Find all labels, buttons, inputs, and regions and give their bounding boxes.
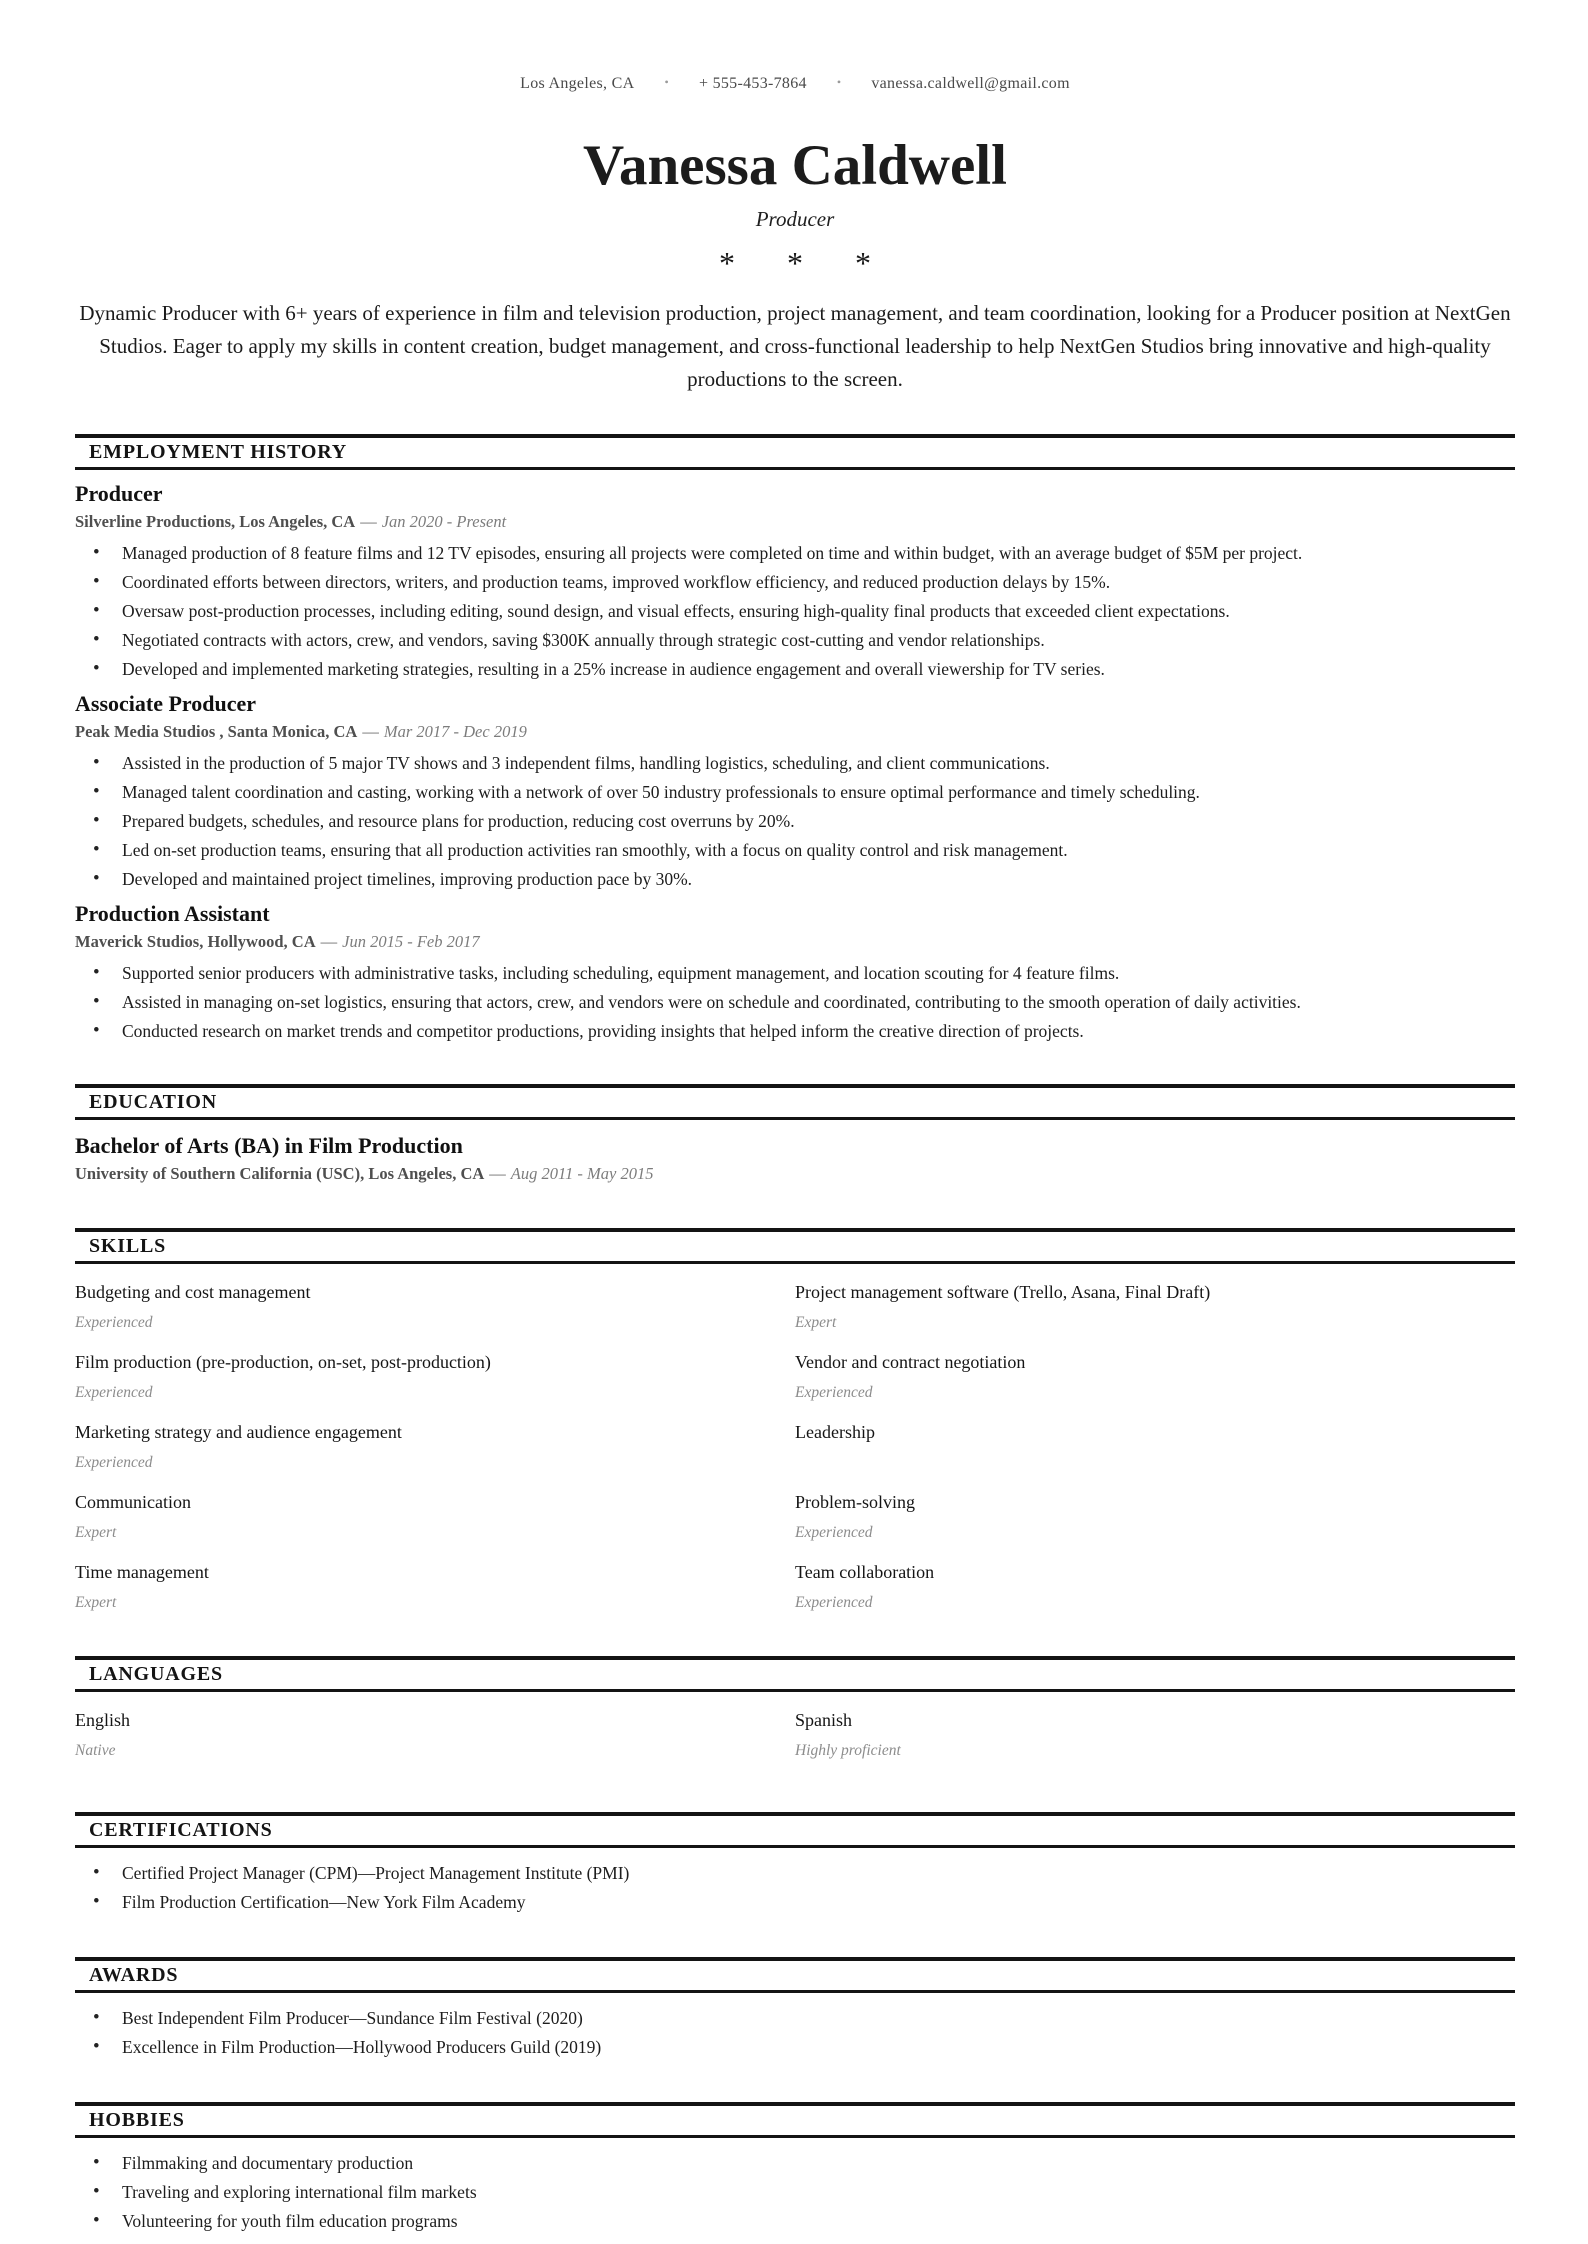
job-dates: Jun 2015 - Feb 2017	[342, 932, 480, 951]
bullet-item: • Certified Project Manager (CPM)—Project Management Institute (PMI)	[75, 1863, 1515, 1884]
skill-name: Project management software (Trello, Asana, Final Draft)	[795, 1282, 1211, 1302]
section-hobbies	[75, 2102, 1515, 2232]
award-list	[75, 2008, 1515, 2058]
job-subline	[75, 931, 1515, 952]
skill-item	[75, 1560, 795, 1612]
skill-item	[795, 1490, 1515, 1542]
bullet-item: • Excellence in Film Production—Hollywood Producers Guild (2019)	[75, 2037, 1515, 2058]
section-title: AWARDS	[75, 1957, 1515, 1993]
section-title: CERTIFICATIONS	[75, 1812, 1515, 1848]
skill-level: Experienced	[795, 1594, 873, 1611]
language-item	[795, 1708, 1515, 1760]
section-education	[75, 1084, 1515, 1184]
job-company: Silverline Productions, Los Angeles, CA	[75, 512, 356, 531]
language-level: Native	[75, 1742, 116, 1759]
bullet-item: • Negotiated contracts with actors, crew, and vendors, saving $300K annually through strategic cost-cutting and vendor relationships.	[75, 630, 1515, 651]
skills-grid	[75, 1280, 1515, 1630]
dot-separator-icon: •	[664, 75, 669, 89]
contact-phone: + 555-453-7864	[698, 75, 807, 92]
skill-level: Experienced	[75, 1314, 153, 1331]
skill-level: Experienced	[795, 1524, 873, 1541]
contact-line	[75, 72, 1515, 94]
skill-item	[795, 1280, 1515, 1332]
section-title: SKILLS	[75, 1228, 1515, 1264]
language-name: Spanish	[795, 1710, 853, 1730]
candidate-job-title: Producer	[755, 207, 835, 231]
job-dates: Jan 2020 - Present	[381, 512, 507, 531]
language-name: English	[75, 1710, 131, 1730]
dot-separator-icon: •	[836, 75, 842, 89]
bullet-item: • Filmmaking and documentary production	[75, 2153, 1515, 2174]
section-title: EDUCATION	[75, 1084, 1515, 1120]
skill-level: Experienced	[75, 1384, 153, 1401]
skill-item	[75, 1490, 795, 1542]
job-company: Peak Media Studios , Santa Monica, CA	[75, 722, 358, 741]
skill-name: Problem-solving	[795, 1492, 915, 1512]
job-dates: Mar 2017 - Dec 2019	[383, 722, 527, 741]
bullet-item: • Conducted research on market trends and competitor productions, providing insights that helped inform the creative direction of projects.	[75, 1021, 1515, 1042]
contact-email: vanessa.caldwell@gmail.com	[871, 75, 1070, 92]
job-title: Associate Producer	[75, 691, 257, 716]
skill-item	[75, 1280, 795, 1332]
languages-grid	[75, 1708, 1515, 1778]
skill-name: Vendor and contract negotiation	[795, 1352, 1026, 1372]
bullet-item: • Best Independent Film Producer—Sundance Film Festival (2020)	[75, 2008, 1515, 2029]
skill-name: Time management	[75, 1562, 209, 1582]
language-item	[75, 1708, 795, 1760]
job-entry	[75, 691, 1515, 890]
section-skills	[75, 1228, 1515, 1630]
bullet-item: • Supported senior producers with administrative tasks, including scheduling, equipment management, and location scouting for 4 feature films.	[75, 963, 1515, 984]
candidate-name: Vanessa Caldwell	[583, 134, 1007, 197]
language-level: Highly proficient	[795, 1742, 901, 1759]
skill-item	[795, 1560, 1515, 1612]
section-title: EMPLOYMENT HISTORY	[75, 434, 1515, 470]
degree-title: Bachelor of Arts (BA) in Film Production	[75, 1133, 463, 1158]
skill-item	[75, 1350, 795, 1402]
skill-item	[795, 1420, 1515, 1472]
bullet-item: • Prepared budgets, schedules, and resource plans for production, reducing cost overruns by 20%.	[75, 811, 1515, 832]
job-title: Production Assistant	[75, 901, 270, 926]
skill-name: Marketing strategy and audience engagement	[75, 1422, 402, 1442]
certification-list	[75, 1863, 1515, 1913]
skill-item	[795, 1350, 1515, 1402]
dash-separator: —	[360, 512, 377, 531]
job-company: Maverick Studios, Hollywood, CA	[75, 932, 316, 951]
skill-name: Team collaboration	[795, 1562, 935, 1582]
job-subline	[75, 721, 1515, 742]
job-entry	[75, 481, 1515, 680]
profile-summary: Dynamic Producer with 6+ years of experience in film and television production, project management, and team coordination, looking for a Producer position at NextGen Studios. Eager to apply my skills in content creation, budget management, and cross-functional leadership to help NextGen Studios bring innovative and high-quality productions to the screen.	[79, 301, 1511, 391]
skill-level: Expert	[795, 1314, 837, 1331]
bullet-item: • Developed and maintained project timelines, improving production pace by 30%.	[75, 869, 1515, 890]
job-title: Producer	[75, 481, 163, 506]
dash-separator: —	[362, 722, 379, 741]
skill-item	[75, 1420, 795, 1472]
bullet-item: • Developed and implemented marketing strategies, resulting in a 25% increase in audience engagement and overall viewership for TV series.	[75, 659, 1515, 680]
asterisk-ornament: * * *	[719, 245, 893, 281]
section-employment-history	[75, 434, 1515, 1042]
skill-name: Budgeting and cost management	[75, 1282, 311, 1302]
skill-level: Expert	[75, 1524, 117, 1541]
school-name: University of Southern California (USC), Los Angeles, CA	[75, 1164, 485, 1183]
job-subline	[75, 511, 1515, 532]
job-bullet-list	[75, 963, 1515, 1042]
education-dates: Aug 2011 - May 2015	[510, 1164, 654, 1183]
skill-level: Experienced	[75, 1454, 153, 1471]
education-subline	[75, 1163, 1515, 1184]
job-bullet-list	[75, 753, 1515, 890]
contact-location: Los Angeles, CA	[520, 75, 635, 92]
bullet-item: • Led on-set production teams, ensuring that all production activities ran smoothly, with a focus on quality control and risk management.	[75, 840, 1515, 861]
dash-separator: —	[320, 932, 338, 951]
bullet-item: • Assisted in the production of 5 major TV shows and 3 independent films, handling logistics, scheduling, and client communications.	[75, 753, 1515, 774]
bullet-item: • Coordinated efforts between directors, writers, and production teams, improved workflow efficiency, and reduced production delays by 15%.	[75, 572, 1515, 593]
bullet-item: • Assisted in managing on-set logistics, ensuring that actors, crew, and vendors were on schedule and coordinated, contributing to the smooth operation of daily activities.	[75, 992, 1515, 1013]
bullet-item: • Volunteering for youth film education programs	[75, 2211, 1515, 2232]
bullet-item: • Managed production of 8 feature films and 12 TV episodes, ensuring all projects were completed on time and within budget, with an average budget of $5M per project.	[75, 543, 1515, 564]
bullet-item: • Managed talent coordination and casting, working with a network of over 50 industry professionals to ensure optimal performance and timely scheduling.	[75, 782, 1515, 803]
job-entry	[75, 901, 1515, 1042]
bullet-item: • Film Production Certification—New York Film Academy	[75, 1892, 1515, 1913]
bullet-item: • Traveling and exploring international film markets	[75, 2182, 1515, 2203]
job-bullet-list	[75, 543, 1515, 680]
section-title: LANGUAGES	[75, 1656, 1515, 1692]
skill-level: Expert	[75, 1594, 117, 1611]
hobby-list	[75, 2153, 1515, 2232]
section-certifications	[75, 1812, 1515, 1913]
bullet-item: • Oversaw post-production processes, including editing, sound design, and visual effects, ensuring high-quality final products that exceeded client expectations.	[75, 601, 1515, 622]
skill-level: Experienced	[795, 1384, 873, 1401]
skill-name: Communication	[75, 1492, 191, 1512]
skill-name: Film production (pre-production, on-set, post-production)	[75, 1352, 491, 1372]
section-title: HOBBIES	[75, 2102, 1515, 2138]
skill-name: Leadership	[795, 1422, 875, 1442]
section-languages	[75, 1656, 1515, 1778]
dash-separator: —	[489, 1164, 506, 1183]
section-awards	[75, 1957, 1515, 2058]
